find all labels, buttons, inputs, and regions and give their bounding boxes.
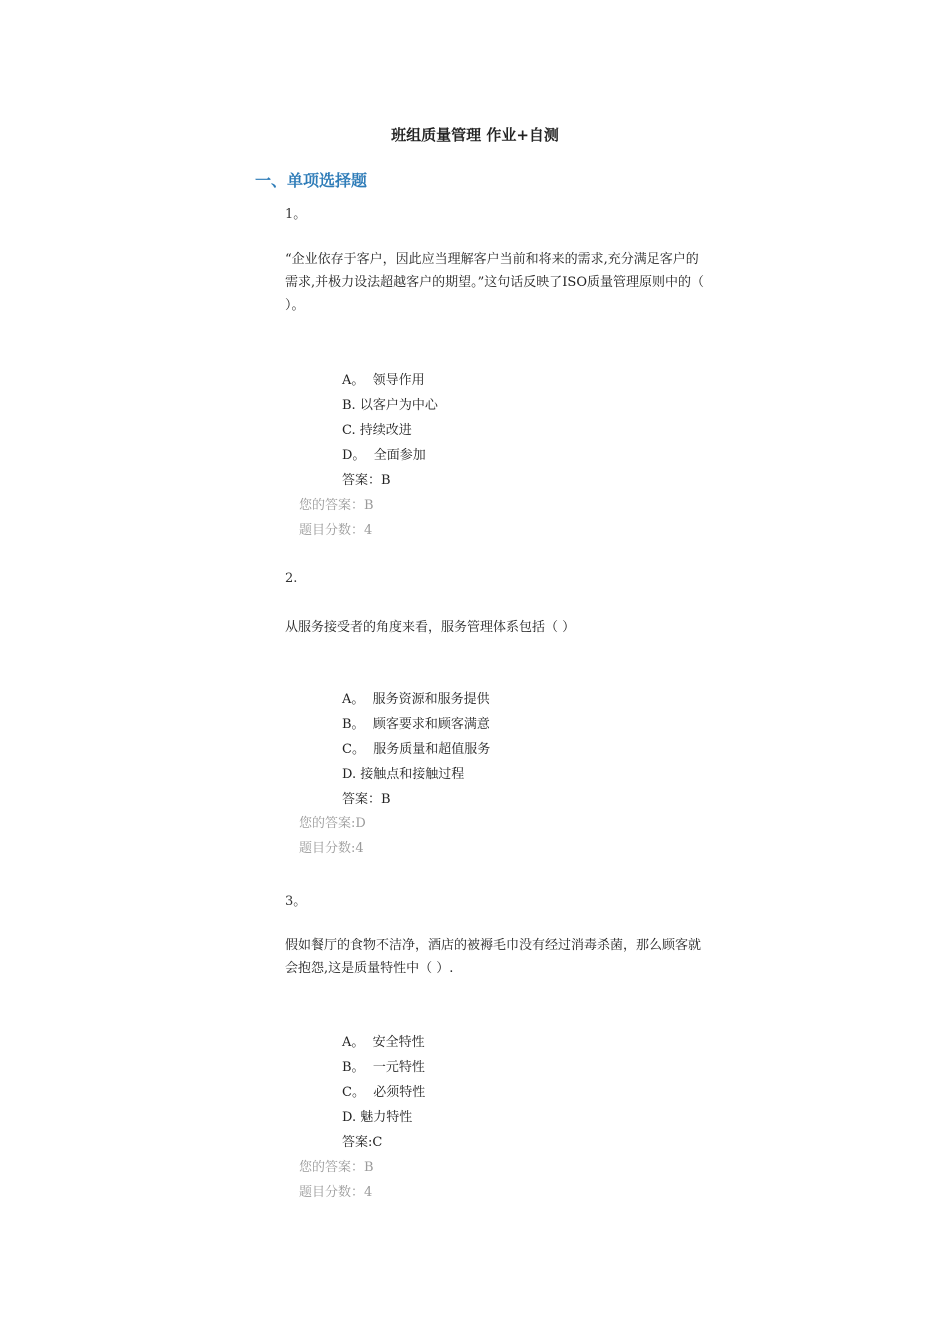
option-d: D. 接触点和接触过程 [342, 767, 465, 782]
option-b: B。 顾客要求和顾客满意 [342, 717, 490, 732]
option-a: A。 领导作用 [342, 373, 425, 388]
option-b: B. 以客户为中心 [342, 398, 438, 413]
your-answer: 您的答案：B [299, 1160, 374, 1175]
option-b: B。 一元特性 [342, 1060, 425, 1075]
option-d: D。 全面参加 [342, 448, 426, 463]
answer-meta [299, 493, 374, 543]
document-title: 班组质量管理 作业+自测 [391, 126, 559, 144]
question-score: 题目分数：4 [299, 1185, 373, 1200]
question-stem: 假如餐厅的食物不洁净，酒店的被褥毛巾没有经过消毒杀菌，那么顾客就会抱怨,这是质量特性中（ ）. [285, 938, 702, 976]
option-a: A。 服务资源和服务提供 [342, 692, 490, 707]
option-list [342, 368, 438, 493]
option-c: C。 服务质量和超值服务 [342, 742, 491, 757]
answer-meta [299, 1155, 374, 1205]
option-c: C. 持续改进 [342, 423, 412, 438]
question-stem: “企业依存于客户，因此应当理解客户当前和将来的需求,充分满足客户的需求,并极力设法超越客户的期望。”这句话反映了ISO质量管理原则中的（ ）。 [285, 252, 704, 313]
correct-answer: 答案：B [342, 473, 391, 488]
option-c: C。 必须特性 [342, 1085, 426, 1100]
question-number: 3。 [285, 894, 307, 909]
section-heading: 一、单项选择题 [255, 171, 368, 190]
option-list [342, 687, 490, 812]
question-score: 题目分数:4 [299, 841, 364, 856]
option-list [342, 1030, 425, 1155]
option-d: D. 魅力特性 [342, 1110, 413, 1125]
question-number: 2. [285, 571, 298, 586]
your-answer: 您的答案：B [299, 498, 374, 513]
correct-answer: 答案:C [342, 1135, 383, 1150]
question-score: 题目分数：4 [299, 523, 373, 538]
answer-meta [299, 811, 366, 861]
question-number: 1。 [285, 207, 307, 222]
question-stem: 从服务接受者的角度来看，服务管理体系包括（ ） [285, 620, 576, 635]
your-answer: 您的答案:D [299, 816, 366, 831]
correct-answer: 答案：B [342, 792, 391, 807]
option-a: A。 安全特性 [342, 1035, 425, 1050]
